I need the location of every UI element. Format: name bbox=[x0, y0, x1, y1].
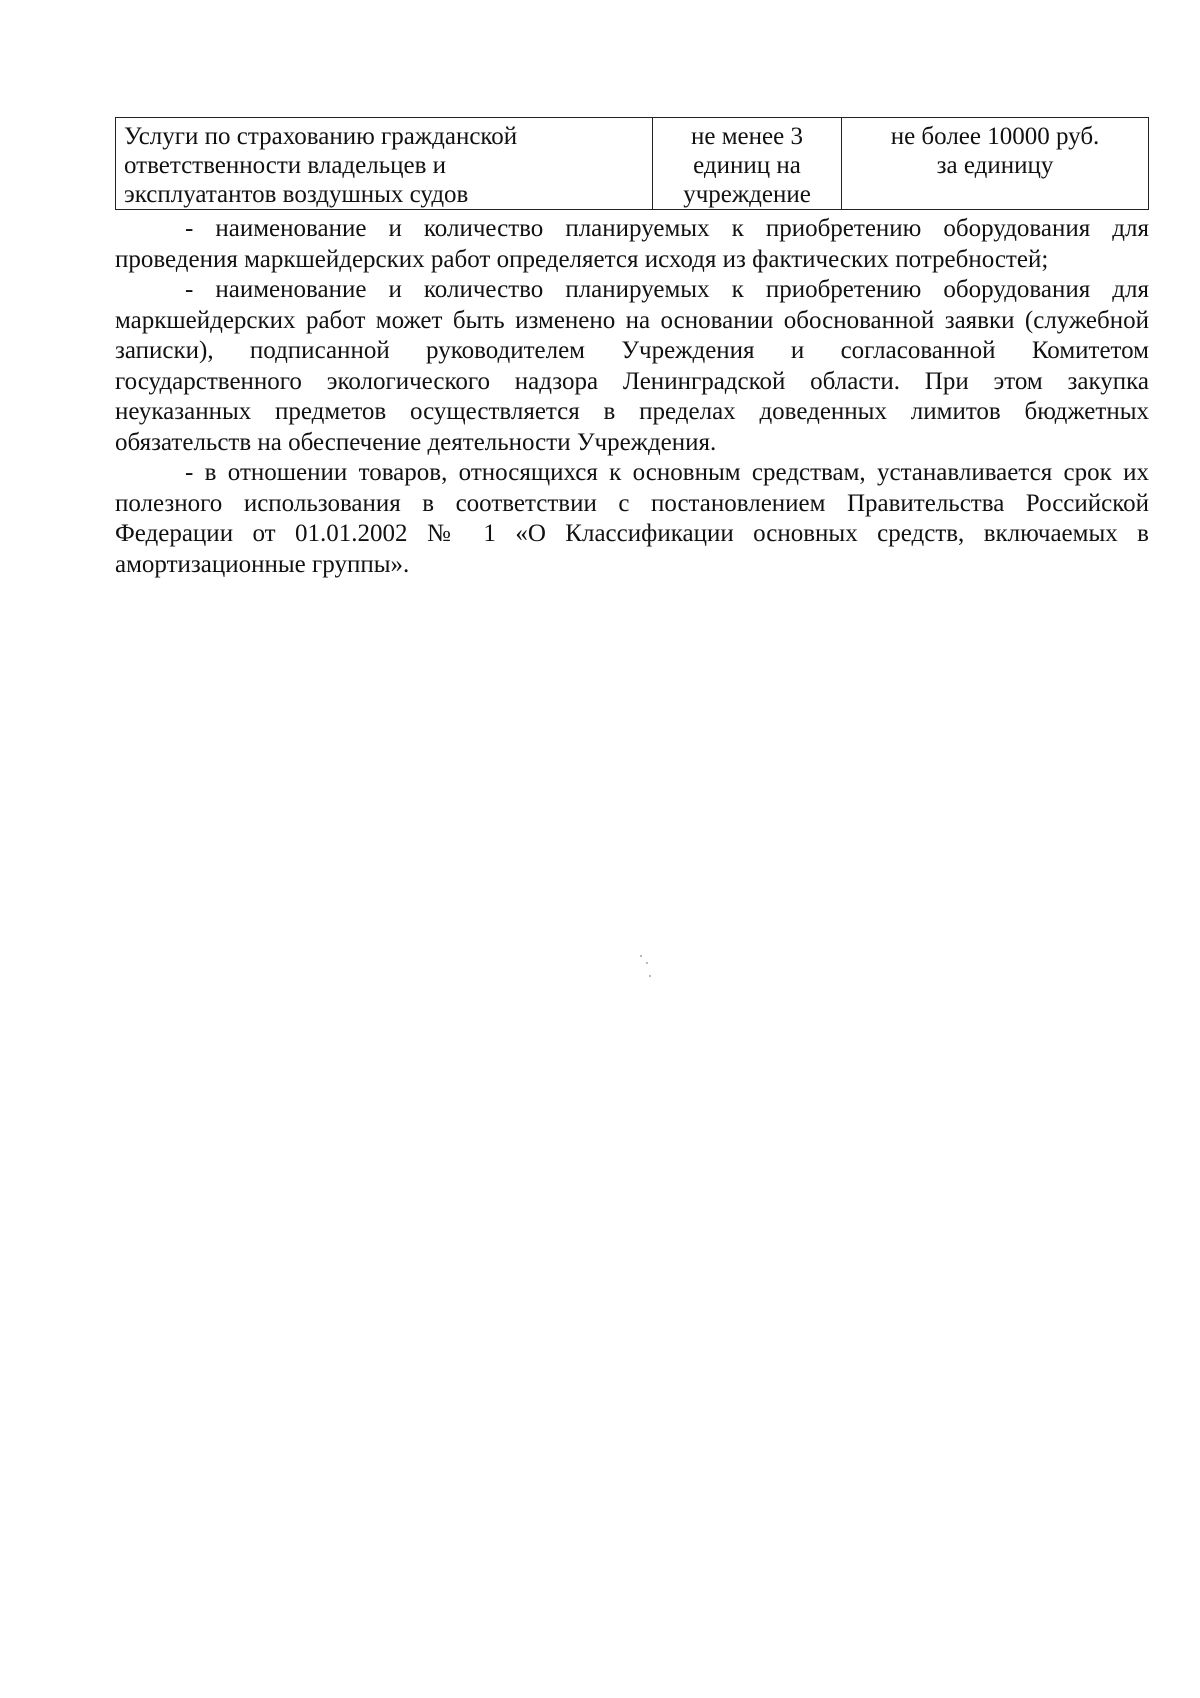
scan-speck bbox=[640, 955, 642, 957]
quantity-cell bbox=[653, 118, 842, 210]
paragraph-equipment-needs: - наименование и количество планируемых к приобретению оборудования для проведения маркшейдерских работ определяется исходя из фактических потребностей; bbox=[115, 215, 1149, 273]
quantity-line: единиц на bbox=[693, 152, 801, 179]
service-name-line: ответственности владельцев и bbox=[124, 152, 447, 179]
service-name-line: эксплуатантов воздушных судов bbox=[124, 181, 469, 208]
scan-speck bbox=[649, 975, 651, 977]
service-name-cell bbox=[116, 118, 653, 210]
services-table bbox=[115, 117, 1149, 210]
quantity-line: не менее 3 bbox=[691, 123, 803, 150]
quantity-line: учреждение bbox=[683, 181, 811, 208]
scan-speck bbox=[646, 962, 648, 964]
paragraph-fixed-assets: - в отношении товаров, относящихся к основным средствам, устанавливается срок их полезного использования в соответствии с постановлением Правительства Российской Федерации от 01.01.2002 № 1 «О Классификации основных средств, включаемых в амортизационные группы». bbox=[115, 459, 1149, 578]
table-row bbox=[116, 118, 1149, 210]
price-line: не более 10000 руб. bbox=[890, 123, 1100, 150]
price-cell bbox=[842, 118, 1149, 210]
paragraph-equipment-changes: - наименование и количество планируемых к приобретению оборудования для маркшейдерских работ может быть изменено на основании обоснованной заявки (служебной записки), подписанной руководителем Учреждения и согласованной Комитетом государственного экологического надзора Ленинградской области. При этом закупка неуказанных предметов осуществляется в пределах доведенных лимитов бюджетных обязательств на обеспечение деятельности Учреждения. bbox=[115, 276, 1149, 456]
service-name-line: Услуги по страхованию гражданской bbox=[124, 123, 518, 150]
body-text bbox=[115, 214, 1149, 580]
price-line: за единицу bbox=[936, 152, 1054, 179]
